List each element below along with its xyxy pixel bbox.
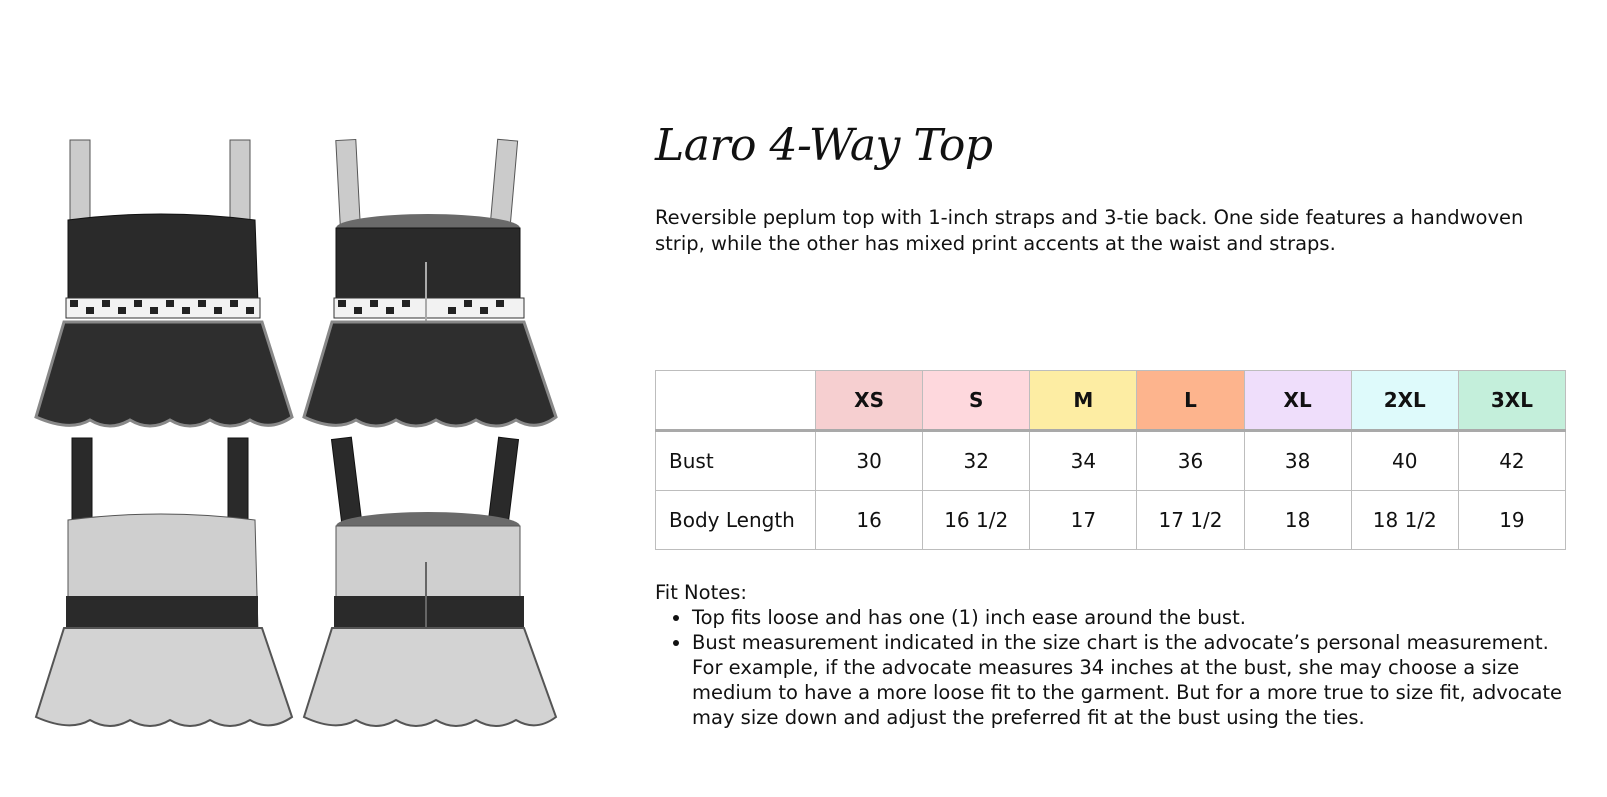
row-label-bust: Bust xyxy=(656,431,816,491)
table-cell: 17 xyxy=(1030,491,1137,550)
garment-front-light-illustration xyxy=(30,432,300,732)
garment-back-light-illustration xyxy=(298,432,568,732)
size-header-l: L xyxy=(1137,371,1244,431)
list-item: • Top fits loose and has one (1) inch ease around the bust. xyxy=(692,605,1575,630)
fit-notes-title: Fit Notes: xyxy=(655,581,747,604)
size-header-m: M xyxy=(1030,371,1137,431)
table-cell: 38 xyxy=(1244,431,1351,491)
size-header-corner xyxy=(656,371,816,431)
garment-illustrations xyxy=(30,132,570,752)
fit-notes-list xyxy=(655,605,1575,730)
size-header-2xl: 2XL xyxy=(1351,371,1458,431)
product-description: Reversible peplum top with 1-inch straps and 3-tie back. One side features a handwoven strip, while the other has mixed print accents at the waist and straps. xyxy=(655,206,1524,255)
table-cell: 30 xyxy=(816,431,923,491)
table-cell: 19 xyxy=(1458,491,1565,550)
table-cell: 17 1/2 xyxy=(1137,491,1244,550)
table-cell: 16 1/2 xyxy=(923,491,1030,550)
fit-notes xyxy=(655,580,1575,730)
size-header-xl: XL xyxy=(1244,371,1351,431)
table-cell: 32 xyxy=(923,431,1030,491)
garment-back-dark-illustration xyxy=(298,132,568,432)
table-cell: 36 xyxy=(1137,431,1244,491)
table-cell: 18 xyxy=(1244,491,1351,550)
table-cell: 16 xyxy=(816,491,923,550)
list-item: • Bust measurement indicated in the size chart is the advocate’s personal measurement. For example, if the advocate measures 34 inches at the bust, she may choose a size medium to have a more loose fit to the garment. But for a more true to size fit, advocate may size down and adjust the preferred fit at the bust using the ties. xyxy=(692,630,1575,730)
table-cell: 18 1/2 xyxy=(1351,491,1458,550)
table-cell: 40 xyxy=(1351,431,1458,491)
garment-front-dark-illustration xyxy=(30,132,300,432)
product-title: Laro 4-Way Top xyxy=(655,120,993,171)
size-header-3xl: 3XL xyxy=(1458,371,1565,431)
size-header-xs: XS xyxy=(816,371,923,431)
table-row-body-length xyxy=(656,491,1566,550)
size-header-s: S xyxy=(923,371,1030,431)
table-cell: 34 xyxy=(1030,431,1137,491)
size-header-row xyxy=(656,371,1566,431)
table-row-bust xyxy=(656,431,1566,491)
size-chart-table xyxy=(655,370,1566,550)
row-label-body-length: Body Length xyxy=(656,491,816,550)
table-cell: 42 xyxy=(1458,431,1565,491)
